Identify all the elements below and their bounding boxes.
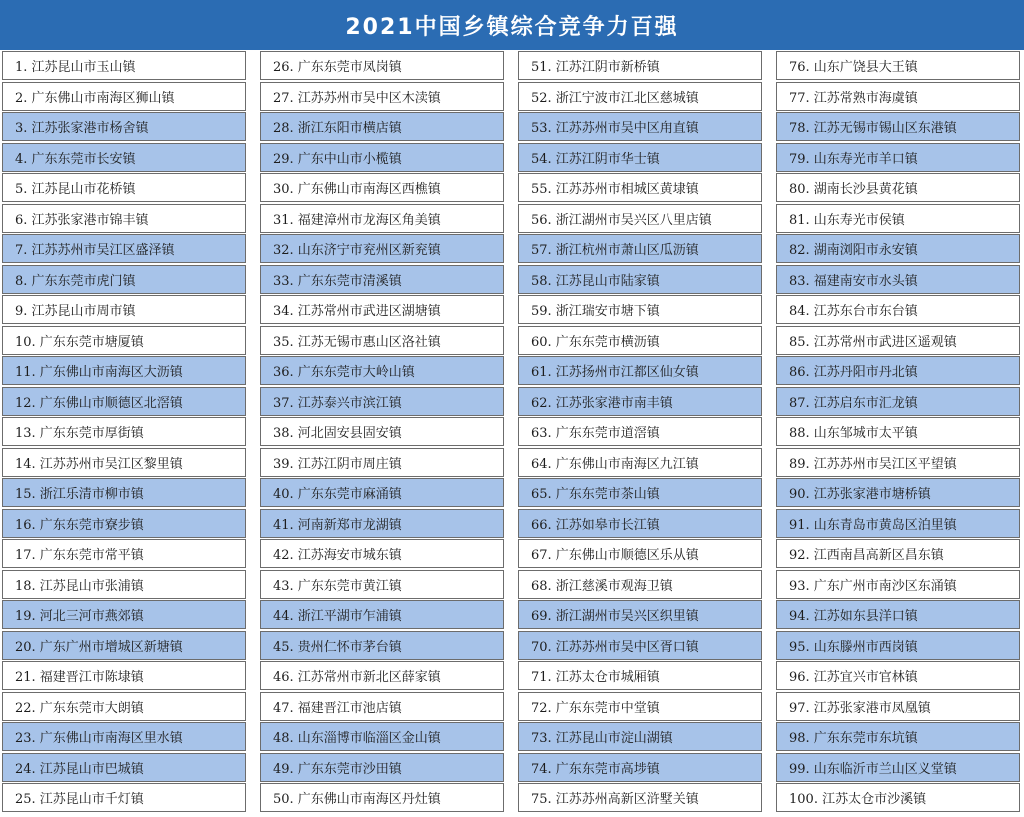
ranking-cell: 83. 福建南安市水头镇 <box>776 265 1020 294</box>
ranking-cell: 9. 江苏昆山市周市镇 <box>2 295 246 324</box>
ranking-cell: 11. 广东佛山市南海区大沥镇 <box>2 356 246 385</box>
ranking-cell: 80. 湖南长沙县黄花镇 <box>776 173 1020 202</box>
ranking-cell: 38. 河北固安县固安镇 <box>260 417 504 446</box>
ranking-cell: 46. 江苏常州市新北区薛家镇 <box>260 661 504 690</box>
ranking-cell: 75. 江苏苏州高新区浒墅关镇 <box>518 783 762 812</box>
ranking-cell: 48. 山东淄博市临淄区金山镇 <box>260 722 504 751</box>
ranking-cell: 76. 山东广饶县大王镇 <box>776 51 1020 80</box>
ranking-cell: 98. 广东东莞市东坑镇 <box>776 722 1020 751</box>
ranking-cell: 97. 江苏张家港市凤凰镇 <box>776 692 1020 721</box>
ranking-cell: 59. 浙江瑞安市塘下镇 <box>518 295 762 324</box>
ranking-cell: 7. 江苏苏州市吴江区盛泽镇 <box>2 234 246 263</box>
ranking-cell: 22. 广东东莞市大朗镇 <box>2 692 246 721</box>
ranking-cell: 16. 广东东莞市寮步镇 <box>2 509 246 538</box>
ranking-cell: 74. 广东东莞市高埗镇 <box>518 753 762 782</box>
ranking-cell: 91. 山东青岛市黄岛区泊里镇 <box>776 509 1020 538</box>
ranking-cell: 18. 江苏昆山市张浦镇 <box>2 570 246 599</box>
ranking-cell: 99. 山东临沂市兰山区义堂镇 <box>776 753 1020 782</box>
ranking-cell: 61. 江苏扬州市江都区仙女镇 <box>518 356 762 385</box>
ranking-cell: 25. 江苏昆山市千灯镇 <box>2 783 246 812</box>
ranking-cell: 49. 广东东莞市沙田镇 <box>260 753 504 782</box>
ranking-cell: 29. 广东中山市小榄镇 <box>260 143 504 172</box>
ranking-cell: 5. 江苏昆山市花桥镇 <box>2 173 246 202</box>
ranking-cell: 8. 广东东莞市虎门镇 <box>2 265 246 294</box>
ranking-cell: 23. 广东佛山市南海区里水镇 <box>2 722 246 751</box>
ranking-cell: 10. 广东东莞市塘厦镇 <box>2 326 246 355</box>
ranking-cell: 31. 福建漳州市龙海区角美镇 <box>260 204 504 233</box>
ranking-cell: 35. 江苏无锡市惠山区洛社镇 <box>260 326 504 355</box>
ranking-cell: 55. 江苏苏州市相城区黄埭镇 <box>518 173 762 202</box>
ranking-cell: 20. 广东广州市增城区新塘镇 <box>2 631 246 660</box>
ranking-cell: 12. 广东佛山市顺德区北滘镇 <box>2 387 246 416</box>
ranking-cell: 4. 广东东莞市长安镇 <box>2 143 246 172</box>
ranking-cell: 3. 江苏张家港市杨舍镇 <box>2 112 246 141</box>
ranking-cell: 88. 山东邹城市太平镇 <box>776 417 1020 446</box>
ranking-cell: 34. 江苏常州市武进区湖塘镇 <box>260 295 504 324</box>
ranking-cell: 60. 广东东莞市横沥镇 <box>518 326 762 355</box>
ranking-cell: 86. 江苏丹阳市丹北镇 <box>776 356 1020 385</box>
ranking-cell: 73. 江苏昆山市淀山湖镇 <box>518 722 762 751</box>
ranking-cell: 26. 广东东莞市凤岗镇 <box>260 51 504 80</box>
ranking-cell: 13. 广东东莞市厚街镇 <box>2 417 246 446</box>
ranking-cell: 67. 广东佛山市顺德区乐从镇 <box>518 539 762 568</box>
ranking-cell: 40. 广东东莞市麻涌镇 <box>260 478 504 507</box>
ranking-cell: 2. 广东佛山市南海区狮山镇 <box>2 82 246 111</box>
ranking-cell: 68. 浙江慈溪市观海卫镇 <box>518 570 762 599</box>
ranking-cell: 37. 江苏泰兴市滨江镇 <box>260 387 504 416</box>
ranking-cell: 66. 江苏如皋市长江镇 <box>518 509 762 538</box>
ranking-cell: 45. 贵州仁怀市茅台镇 <box>260 631 504 660</box>
ranking-cell: 92. 江西南昌高新区昌东镇 <box>776 539 1020 568</box>
ranking-cell: 51. 江苏江阴市新桥镇 <box>518 51 762 80</box>
ranking-cell: 1. 江苏昆山市玉山镇 <box>2 51 246 80</box>
ranking-cell: 63. 广东东莞市道滘镇 <box>518 417 762 446</box>
ranking-cell: 64. 广东佛山市南海区九江镇 <box>518 448 762 477</box>
ranking-cell: 28. 浙江东阳市横店镇 <box>260 112 504 141</box>
ranking-cell: 79. 山东寿光市羊口镇 <box>776 143 1020 172</box>
ranking-cell: 32. 山东济宁市兖州区新兖镇 <box>260 234 504 263</box>
ranking-cell: 6. 江苏张家港市锦丰镇 <box>2 204 246 233</box>
ranking-cell: 56. 浙江湖州市吴兴区八里店镇 <box>518 204 762 233</box>
ranking-cell: 50. 广东佛山市南海区丹灶镇 <box>260 783 504 812</box>
ranking-cell: 15. 浙江乐清市柳市镇 <box>2 478 246 507</box>
ranking-cell: 52. 浙江宁波市江北区慈城镇 <box>518 82 762 111</box>
ranking-cell: 84. 江苏东台市东台镇 <box>776 295 1020 324</box>
ranking-cell: 41. 河南新郑市龙湖镇 <box>260 509 504 538</box>
ranking-cell: 94. 江苏如东县洋口镇 <box>776 600 1020 629</box>
ranking-cell: 77. 江苏常熟市海虞镇 <box>776 82 1020 111</box>
ranking-cell: 53. 江苏苏州市吴中区甪直镇 <box>518 112 762 141</box>
ranking-cell: 24. 江苏昆山市巴城镇 <box>2 753 246 782</box>
ranking-cell: 42. 江苏海安市城东镇 <box>260 539 504 568</box>
ranking-cell: 17. 广东东莞市常平镇 <box>2 539 246 568</box>
ranking-cell: 100. 江苏太仓市沙溪镇 <box>776 783 1020 812</box>
ranking-cell: 19. 河北三河市燕郊镇 <box>2 600 246 629</box>
ranking-cell: 33. 广东东莞市清溪镇 <box>260 265 504 294</box>
ranking-cell: 78. 江苏无锡市锡山区东港镇 <box>776 112 1020 141</box>
title-banner <box>0 0 1024 50</box>
ranking-cell: 87. 江苏启东市汇龙镇 <box>776 387 1020 416</box>
ranking-cell: 58. 江苏昆山市陆家镇 <box>518 265 762 294</box>
ranking-cell: 21. 福建晋江市陈埭镇 <box>2 661 246 690</box>
ranking-cell: 47. 福建晋江市池店镇 <box>260 692 504 721</box>
ranking-cell: 57. 浙江杭州市萧山区瓜沥镇 <box>518 234 762 263</box>
ranking-cell: 65. 广东东莞市茶山镇 <box>518 478 762 507</box>
ranking-table <box>0 50 1024 817</box>
ranking-cell: 89. 江苏苏州市吴江区平望镇 <box>776 448 1020 477</box>
ranking-cell: 27. 江苏苏州市吴中区木渎镇 <box>260 82 504 111</box>
ranking-cell: 69. 浙江湖州市吴兴区织里镇 <box>518 600 762 629</box>
ranking-cell: 14. 江苏苏州市吴江区黎里镇 <box>2 448 246 477</box>
ranking-cell: 72. 广东东莞市中堂镇 <box>518 692 762 721</box>
ranking-cell: 71. 江苏太仓市城厢镇 <box>518 661 762 690</box>
ranking-cell: 82. 湖南浏阳市永安镇 <box>776 234 1020 263</box>
ranking-cell: 90. 江苏张家港市塘桥镇 <box>776 478 1020 507</box>
page-title: 2021中国乡镇综合竞争力百强 <box>345 14 679 40</box>
ranking-cell: 43. 广东东莞市黄江镇 <box>260 570 504 599</box>
ranking-cell: 39. 江苏江阴市周庄镇 <box>260 448 504 477</box>
ranking-cell: 30. 广东佛山市南海区西樵镇 <box>260 173 504 202</box>
ranking-cell: 93. 广东广州市南沙区东涌镇 <box>776 570 1020 599</box>
ranking-cell: 81. 山东寿光市侯镇 <box>776 204 1020 233</box>
ranking-cell: 36. 广东东莞市大岭山镇 <box>260 356 504 385</box>
ranking-cell: 70. 江苏苏州市吴中区胥口镇 <box>518 631 762 660</box>
ranking-cell: 95. 山东滕州市西岗镇 <box>776 631 1020 660</box>
ranking-cell: 96. 江苏宜兴市官林镇 <box>776 661 1020 690</box>
ranking-cell: 54. 江苏江阴市华士镇 <box>518 143 762 172</box>
ranking-cell: 44. 浙江平湖市乍浦镇 <box>260 600 504 629</box>
ranking-cell: 62. 江苏张家港市南丰镇 <box>518 387 762 416</box>
ranking-cell: 85. 江苏常州市武进区遥观镇 <box>776 326 1020 355</box>
